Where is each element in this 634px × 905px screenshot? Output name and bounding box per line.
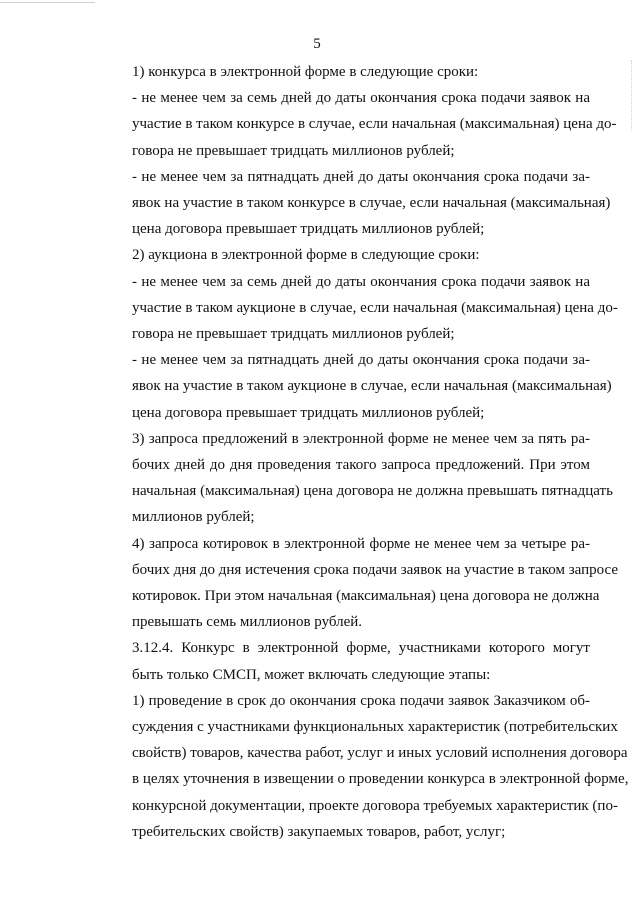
- text-line: требительских свойств) закупаемых товаров, работ, услуг;: [132, 823, 506, 840]
- scan-edge-mark-top: [0, 2, 95, 3]
- text-line: 4) запроса котировок в электронной форме не менее чем за четыре ра-: [132, 535, 590, 552]
- text-line: цена договора превышает тридцать миллионов рублей;: [132, 404, 485, 421]
- text-line: суждения с участниками функциональных характеристик (потребительских: [132, 719, 618, 736]
- page-number: 5: [313, 36, 321, 52]
- text-line: говора не превышает тридцать миллионов рублей;: [132, 326, 455, 343]
- text-line: 3.12.4. Конкурс в электронной форме, участниками которого могут: [132, 640, 590, 657]
- paragraph: [94, 426, 613, 531]
- text-line: участие в таком конкурсе в случае, если начальная (максимальная) цена до-: [132, 116, 617, 133]
- paragraph: [94, 269, 618, 348]
- paragraph: [94, 531, 619, 636]
- text-line: участие в таком аукционе в случае, если начальная (максимальная) цена до-: [132, 299, 618, 316]
- scan-edge-mark-right: [631, 60, 632, 130]
- document-body: [94, 59, 629, 845]
- text-line: 2) аукциона в электронной форме в следующие сроки:: [132, 247, 480, 264]
- text-line: в целях уточнения в извещении о проведении конкурса в электронной форме,: [132, 771, 629, 788]
- text-line: бочих дней до дня проведения такого запроса предложений. При этом: [132, 457, 590, 474]
- paragraph: [94, 85, 617, 164]
- text-line: явок на участие в таком конкурсе в случае, если начальная (максимальная): [132, 195, 611, 212]
- text-line: миллионов рублей;: [132, 509, 255, 526]
- text-line: быть только СМСП, может включать следующие этапы:: [132, 666, 491, 683]
- paragraph: [94, 688, 629, 845]
- paragraph: [94, 164, 611, 243]
- text-line: котировок. При этом начальная (максимальная) цена договора не должна: [132, 588, 600, 605]
- text-line: 3) запроса предложений в электронной форме не менее чем за пять ра-: [132, 430, 590, 447]
- paragraph: [94, 59, 590, 85]
- text-line: говора не превышает тридцать миллионов рублей;: [132, 142, 455, 159]
- text-line: начальная (максимальная) цена договора не должна превышать пятнадцать: [132, 483, 613, 500]
- text-line: цена договора превышает тридцать миллионов рублей;: [132, 221, 485, 238]
- text-line: 1) проведение в срок до окончания срока подачи заявок Заказчиком об-: [132, 692, 590, 709]
- text-line: - не менее чем за семь дней до даты окончания срока подачи заявок на: [132, 273, 590, 290]
- text-line: свойств) товаров, качества работ, услуг и иных условий исполнения договора: [132, 745, 628, 762]
- paragraph: [94, 242, 590, 268]
- text-line: - не менее чем за пятнадцать дней до даты окончания срока подачи за-: [132, 352, 590, 369]
- text-line: превышать семь миллионов рублей.: [132, 614, 363, 631]
- text-line: конкурсной документации, проекте договора требуемых характеристик (по-: [132, 797, 618, 814]
- text-line: - не менее чем за семь дней до даты окончания срока подачи заявок на: [132, 90, 590, 107]
- paragraph: [94, 347, 612, 426]
- text-line: явок на участие в таком аукционе в случае, если начальная (максимальная): [132, 378, 612, 395]
- text-line: - не менее чем за пятнадцать дней до даты окончания срока подачи за-: [132, 168, 590, 185]
- text-line: 1) конкурса в электронной форме в следующие сроки:: [132, 64, 479, 80]
- paragraph: [94, 635, 590, 687]
- text-line: бочих дня до дня истечения срока подачи заявок на участие в таком запросе: [132, 561, 619, 578]
